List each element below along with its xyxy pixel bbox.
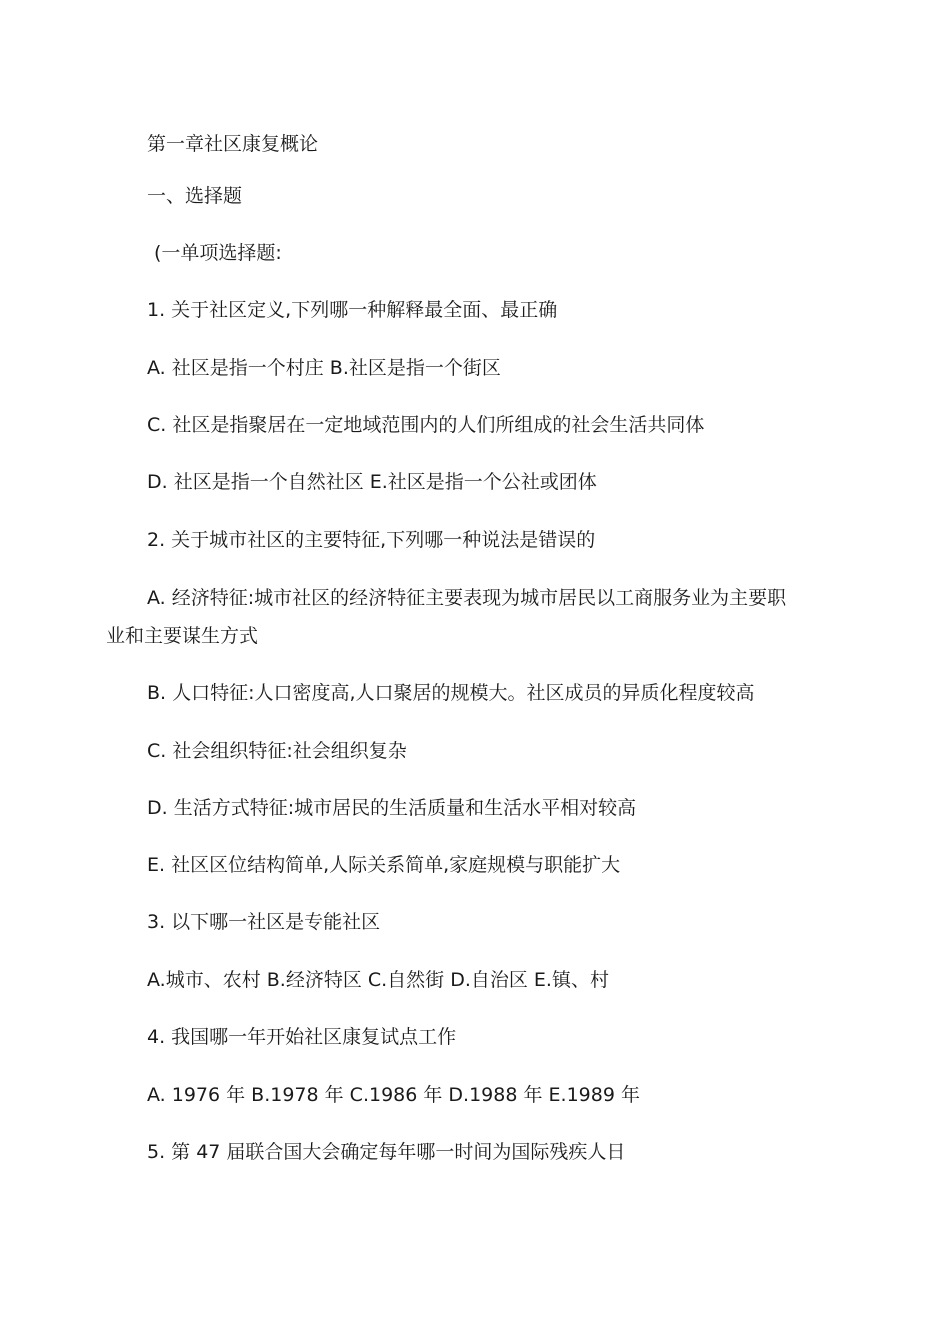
subsection-title: (一单项选择题: bbox=[154, 242, 282, 264]
question-4-options: A. 1976 年 B.1978 年 C.1986 年 D.1988 年 E.1989 年 bbox=[147, 1084, 640, 1106]
question-2-option-d: D. 生活方式特征:城市居民的生活质量和生活水平相对较高 bbox=[147, 797, 637, 819]
question-3-stem: 3. 以下哪一社区是专能社区 bbox=[147, 911, 381, 933]
question-1-option-c: C. 社区是指聚居在一定地域范围内的人们所组成的社会生活共同体 bbox=[147, 414, 705, 436]
question-2-option-a-line1: A. 经济特征:城市社区的经济特征主要表现为城市居民以工商服务业为主要职 bbox=[147, 587, 787, 609]
section-title: 一、选择题 bbox=[147, 185, 243, 207]
question-2-option-e: E. 社区区位结构简单,人际关系简单,家庭规模与职能扩大 bbox=[147, 854, 621, 876]
question-1-options-de: D. 社区是指一个自然社区 E.社区是指一个公社或团体 bbox=[147, 471, 597, 493]
question-2-option-b: B. 人口特征:人口密度高,人口聚居的规模大。社区成员的异质化程度较高 bbox=[147, 682, 755, 704]
question-2-stem: 2. 关于城市社区的主要特征,下列哪一种说法是错误的 bbox=[147, 529, 596, 551]
question-3-options: A.城市、农村 B.经济特区 C.自然街 D.自治区 E.镇、村 bbox=[147, 969, 609, 991]
question-1-stem: 1. 关于社区定义,下列哪一种解释最全面、最正确 bbox=[147, 299, 558, 321]
question-4-stem: 4. 我国哪一年开始社区康复试点工作 bbox=[147, 1026, 457, 1048]
question-2-option-c: C. 社会组织特征:社会组织复杂 bbox=[147, 740, 407, 762]
chapter-title: 第一章社区康复概论 bbox=[147, 133, 319, 155]
question-2-option-a-line2: 业和主要谋生方式 bbox=[106, 625, 259, 647]
question-1-options-ab: A. 社区是指一个村庄 B.社区是指一个街区 bbox=[147, 357, 501, 379]
question-5-stem: 5. 第 47 届联合国大会确定每年哪一时间为国际残疾人日 bbox=[147, 1141, 626, 1163]
